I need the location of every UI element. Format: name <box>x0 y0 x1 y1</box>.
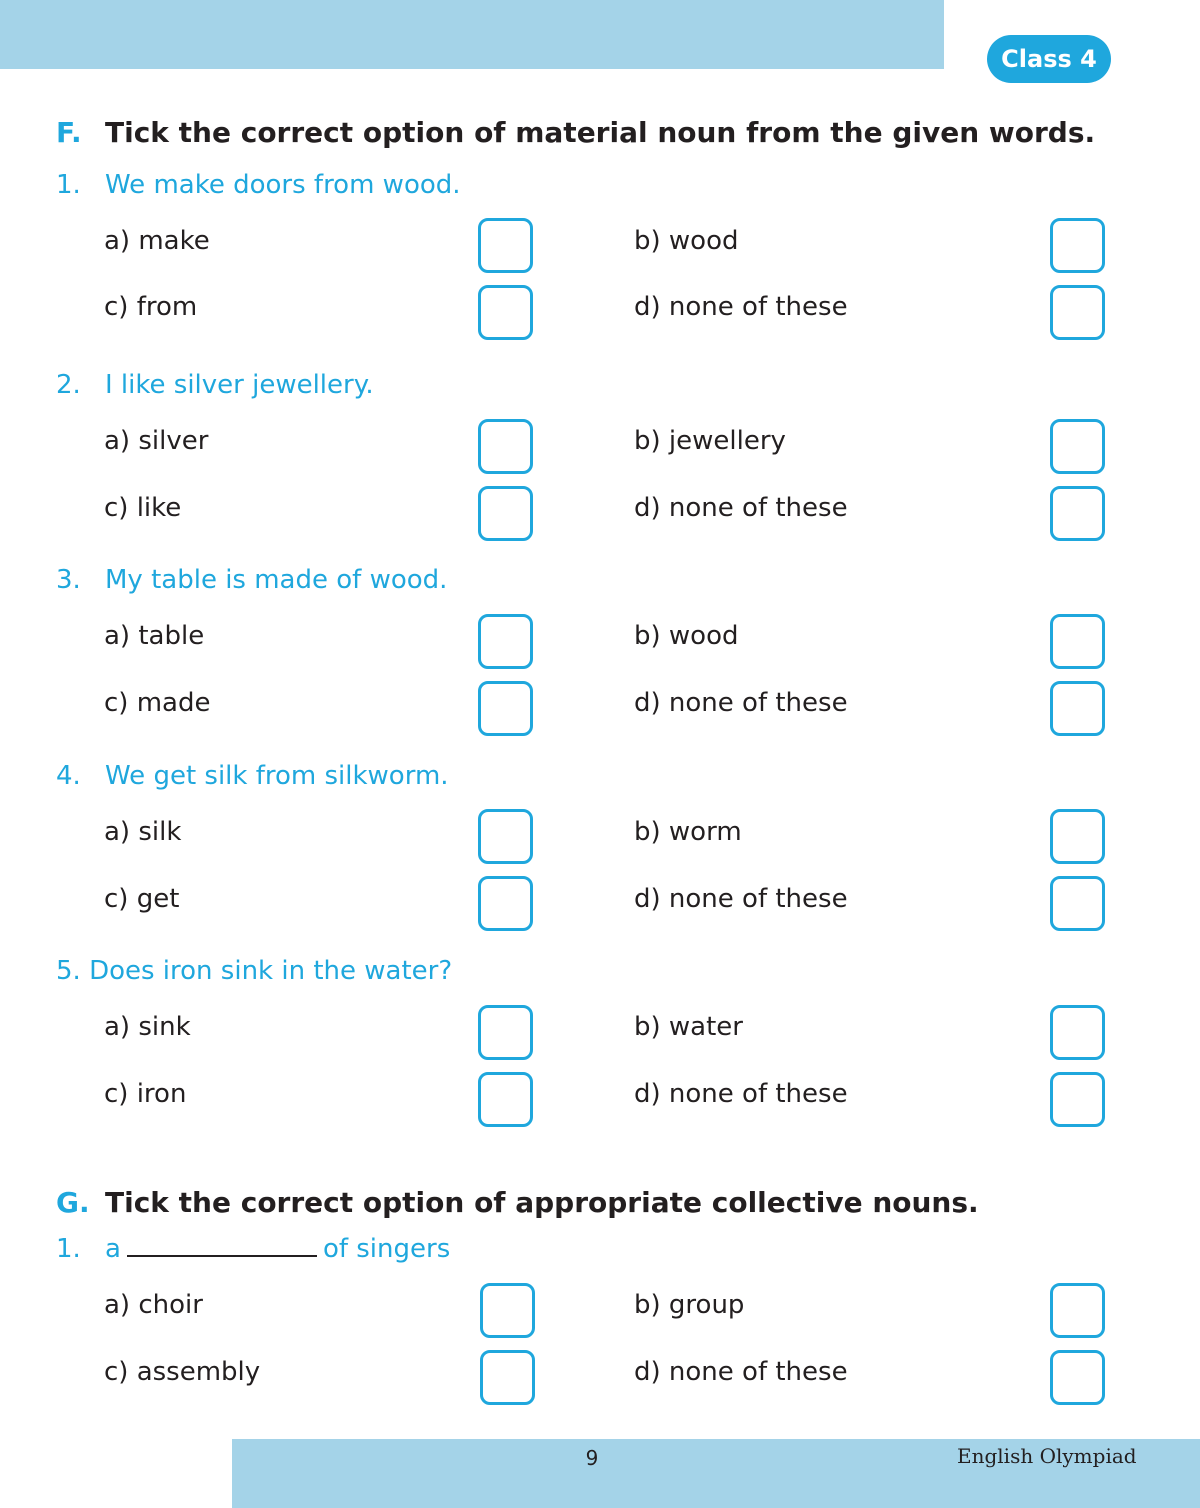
option-c-label: c) get <box>104 884 180 914</box>
option-d-label: d) none of these <box>634 1079 848 1109</box>
option-a-label: a) choir <box>104 1290 203 1320</box>
option-b-checkbox[interactable] <box>1050 218 1105 273</box>
option-b-checkbox[interactable] <box>1050 419 1105 474</box>
option-d-label: d) none of these <box>634 1357 848 1387</box>
question-number: 3. <box>56 565 81 595</box>
question-text-after: of singers <box>322 1234 451 1264</box>
option-a-label: a) sink <box>104 1012 191 1042</box>
answer-blank <box>127 1255 317 1257</box>
question-text-before: a <box>105 1234 121 1264</box>
option-d-label: d) none of these <box>634 884 848 914</box>
option-d-label: d) none of these <box>634 292 848 322</box>
option-c-label: c) like <box>104 493 182 523</box>
option-c-checkbox[interactable] <box>478 1072 533 1127</box>
question-number: 1. <box>56 170 81 200</box>
option-a-label: a) silver <box>104 426 209 456</box>
option-b-checkbox[interactable] <box>1050 614 1105 669</box>
option-b-checkbox[interactable] <box>1050 1005 1105 1060</box>
option-a-checkbox[interactable] <box>478 218 533 273</box>
option-c-checkbox[interactable] <box>478 486 533 541</box>
option-c-checkbox[interactable] <box>478 876 533 931</box>
section-letter: F. <box>56 116 82 149</box>
option-b-checkbox[interactable] <box>1050 1283 1105 1338</box>
option-a-checkbox[interactable] <box>478 1005 533 1060</box>
page-number: 9 <box>585 1446 599 1470</box>
section-instruction: Tick the correct option of appropriate collective nouns. <box>105 1186 979 1219</box>
option-b-label: b) group <box>634 1290 745 1320</box>
option-d-checkbox[interactable] <box>1050 1072 1105 1127</box>
header-band <box>0 0 944 69</box>
question-text: 5. Does iron sink in the water? <box>56 956 453 986</box>
question-text: I like silver jewellery. <box>105 370 374 400</box>
option-c-label: c) assembly <box>104 1357 261 1387</box>
option-a-label: a) make <box>104 226 210 256</box>
option-c-checkbox[interactable] <box>478 681 533 736</box>
option-b-label: b) wood <box>634 226 739 256</box>
option-a-checkbox[interactable] <box>478 614 533 669</box>
option-a-checkbox[interactable] <box>480 1283 535 1338</box>
question-text: We make doors from wood. <box>105 170 461 200</box>
question-number: 4. <box>56 761 81 791</box>
question-number: 1. <box>56 1234 81 1264</box>
option-b-label: b) wood <box>634 621 739 651</box>
option-a-label: a) table <box>104 621 205 651</box>
section-instruction: Tick the correct option of material noun from the given words. <box>105 116 1096 149</box>
question-text: My table is made of wood. <box>105 565 448 595</box>
question-text <box>105 1234 450 1264</box>
option-b-label: b) worm <box>634 817 742 847</box>
option-a-checkbox[interactable] <box>478 809 533 864</box>
option-d-checkbox[interactable] <box>1050 486 1105 541</box>
option-d-checkbox[interactable] <box>1050 1350 1105 1405</box>
option-d-checkbox[interactable] <box>1050 285 1105 340</box>
option-b-label: b) jewellery <box>634 426 786 456</box>
option-c-label: c) from <box>104 292 198 322</box>
class-badge: Class 4 <box>987 35 1111 83</box>
question-number: 2. <box>56 370 81 400</box>
option-d-checkbox[interactable] <box>1050 876 1105 931</box>
option-d-label: d) none of these <box>634 493 848 523</box>
section-letter: G. <box>56 1186 90 1219</box>
option-b-label: b) water <box>634 1012 743 1042</box>
option-c-label: c) made <box>104 688 211 718</box>
option-d-label: d) none of these <box>634 688 848 718</box>
option-b-checkbox[interactable] <box>1050 809 1105 864</box>
option-c-checkbox[interactable] <box>480 1350 535 1405</box>
option-c-checkbox[interactable] <box>478 285 533 340</box>
option-d-checkbox[interactable] <box>1050 681 1105 736</box>
question-text: We get silk from silkworm. <box>105 761 449 791</box>
option-a-checkbox[interactable] <box>478 419 533 474</box>
option-a-label: a) silk <box>104 817 182 847</box>
option-c-label: c) iron <box>104 1079 187 1109</box>
footer-title: English Olympiad <box>957 1444 1137 1468</box>
